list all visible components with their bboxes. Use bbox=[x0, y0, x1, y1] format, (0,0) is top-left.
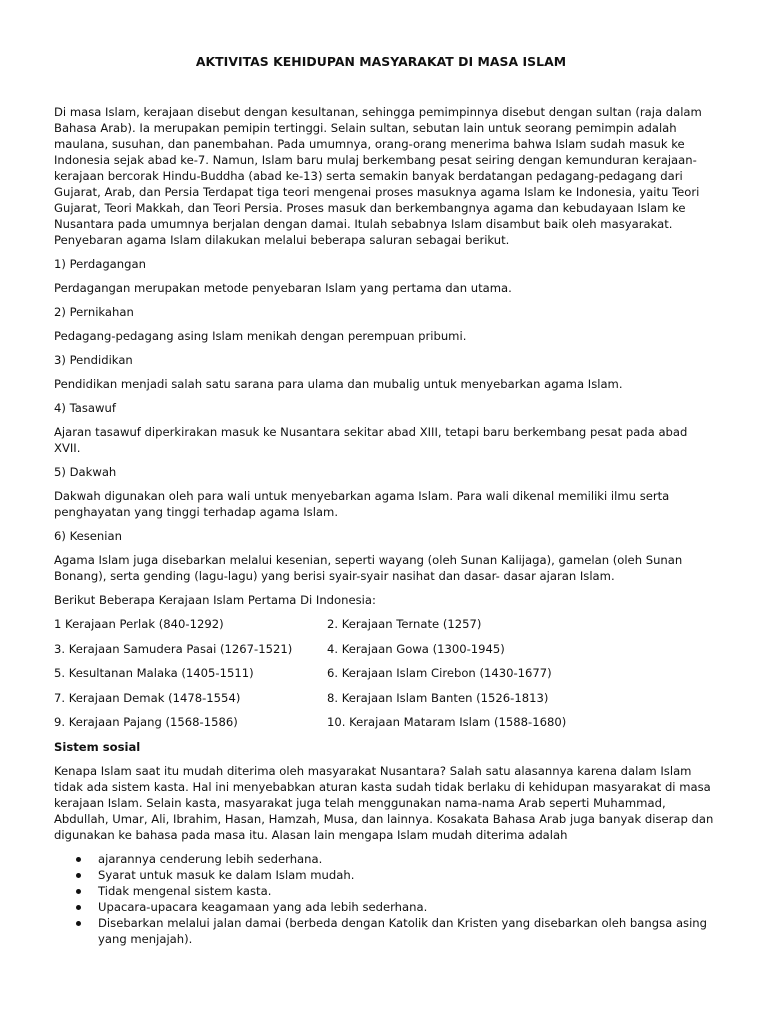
channel-heading: 4) Tasawuf bbox=[54, 401, 116, 415]
kingdoms-row bbox=[54, 665, 714, 681]
kingdoms-list bbox=[54, 616, 714, 730]
channel-heading: 3) Pendidikan bbox=[54, 353, 133, 367]
kingdom-item: 8. Kerajaan Islam Banten (1526-1813) bbox=[327, 690, 549, 705]
channel-heading: 2) Pernikahan bbox=[54, 305, 134, 319]
bullet-icon bbox=[76, 873, 81, 878]
kingdom-item: 1 Kerajaan Perlak (840-1292) bbox=[54, 617, 224, 631]
channel-text: Dakwah digunakan oleh para wali untuk menyebarkan agama Islam. Para wali dikenal memiliki ilmu serta penghayatan yang tinggi terhadap agama Islam. bbox=[54, 489, 670, 519]
kingdom-item: 5. Kesultanan Malaka (1405-1511) bbox=[54, 666, 254, 680]
kingdom-item: 2. Kerajaan Ternate (1257) bbox=[327, 617, 482, 631]
kingdom-item: 9. Kerajaan Pajang (1568-1586) bbox=[54, 715, 238, 729]
channel-heading: 1) Perdagangan bbox=[54, 257, 146, 271]
channel-text: Pendidikan menjadi salah satu sarana para ulama dan mubalig untuk menyebarkan agama Islam. bbox=[54, 377, 623, 391]
reason-text: Disebarkan melalui jalan damai (berbeda dengan Katolik dan Kristen yang disebarkan oleh bangsa asing yang menjajah). bbox=[98, 915, 708, 946]
list-item bbox=[54, 915, 714, 947]
reason-text: Syarat untuk masuk ke dalam Islam mudah. bbox=[98, 867, 355, 882]
kingdoms-row bbox=[54, 714, 714, 730]
social-paragraph: Kenapa Islam saat itu mudah diterima oleh masyarakat Nusantara? Salah satu alasannya karena dalam Islam tidak ada sistem kasta. Hal ini menyebabkan aturan kasta sudah tidak berlaku di kehidupan masyarakat di masa kerajaan Islam. Selain kasta, masyarakat juga telah menggunakan nama-nama Arab seperti Muhammad, Abdullah, Umar, Ali, Ibrahim, Hasan, Hamzah, Musa, dan lainnya. Kosakata Bahasa Arab juga banyak diserap dan digunakan ke bahasa pada masa itu. Alasan lain mengapa Islam mudah diterima adalah bbox=[54, 763, 714, 842]
kingdom-item: 7. Kerajaan Demak (1478-1554) bbox=[54, 690, 241, 705]
list-item bbox=[54, 867, 714, 883]
reason-text: Upacara-upacara keagamaan yang ada lebih sederhana. bbox=[98, 899, 428, 914]
channel-heading: 5) Dakwah bbox=[54, 465, 117, 479]
kingdoms-row bbox=[54, 641, 714, 657]
kingdom-item: 3. Kerajaan Samudera Pasai (1267-1521) bbox=[54, 641, 293, 656]
channel-heading: 6) Kesenian bbox=[54, 529, 122, 543]
kingdom-item: 10. Kerajaan Mataram Islam (1588-1680) bbox=[327, 715, 567, 729]
social-heading: Sistem sosial bbox=[54, 739, 141, 754]
reasons-list bbox=[54, 851, 714, 947]
document-body bbox=[54, 104, 714, 947]
kingdoms-row bbox=[54, 690, 714, 706]
bullet-icon bbox=[76, 921, 81, 926]
list-item bbox=[54, 851, 714, 867]
bullet-icon bbox=[76, 889, 81, 894]
document-title: AKTIVITAS KEHIDUPAN MASYARAKAT DI MASA ISLAM bbox=[195, 54, 567, 69]
channel-text: Agama Islam juga disebarkan melalui kesenian, seperti wayang (oleh Sunan Kalijaga), gamelan (oleh Sunan Bonang), serta gending (lagu-lagu) yang berisi syair-syair nasihat dan dasar- dasar ajaran Islam. bbox=[54, 553, 683, 583]
reason-text: ajarannya cenderung lebih sederhana. bbox=[98, 851, 323, 866]
kingdoms-intro: Berikut Beberapa Kerajaan Islam Pertama Di Indonesia: bbox=[54, 593, 376, 607]
kingdom-item: 4. Kerajaan Gowa (1300-1945) bbox=[327, 641, 505, 656]
bullet-icon bbox=[76, 905, 81, 910]
list-item bbox=[54, 899, 714, 915]
channel-text: Ajaran tasawuf diperkirakan masuk ke Nusantara sekitar abad XIII, tetapi baru berkembang pesat pada abad XVII. bbox=[54, 425, 688, 455]
channel-text: Perdagangan merupakan metode penyebaran Islam yang pertama dan utama. bbox=[54, 281, 512, 295]
kingdoms-row bbox=[54, 616, 714, 632]
intro-paragraph: Di masa Islam, kerajaan disebut dengan kesultanan, sehingga pemimpinnya disebut dengan sultan (raja dalam Bahasa Arab). Ia merupakan pemipin tertinggi. Selain sultan, sebutan lain untuk seorang pemimpin adalah maulana, susuhan, dan panembahan. Pada umumnya, orang-orang menerima bahwa Islam sudah masuk ke Indonesia sejak abad ke-7. Namun, Islam baru mulaj berkembang pesat seiring dengan kemunduran kerajaan-kerajaan bercorak Hindu-Buddha (abad ke-13) serta semakin banyak berdatangan pedagang-pedagang dari Gujarat, Arab, dan Persia Terdapat tiga teori mengenai proses masuknya agama Islam ke Indonesia, yaitu Teori Gujarat, Teori Makkah, dan Teori Persia. Proses masuk dan berkembangnya agama dan kebudayaan Islam ke Nusantara pada umumnya berjalan dengan damai. Itulah sebabnya Islam disambut baik oleh masyarakat. Penyebaran agama Islam dilakukan melalui beberapa saluran sebagai berikut. bbox=[54, 105, 702, 247]
kingdom-item: 6. Kerajaan Islam Cirebon (1430-1677) bbox=[327, 666, 552, 680]
reason-text: Tidak mengenal sistem kasta. bbox=[98, 883, 272, 898]
list-item bbox=[54, 883, 714, 899]
channel-text: Pedagang-pedagang asing Islam menikah dengan perempuan pribumi. bbox=[54, 329, 467, 343]
bullet-icon bbox=[76, 857, 81, 862]
